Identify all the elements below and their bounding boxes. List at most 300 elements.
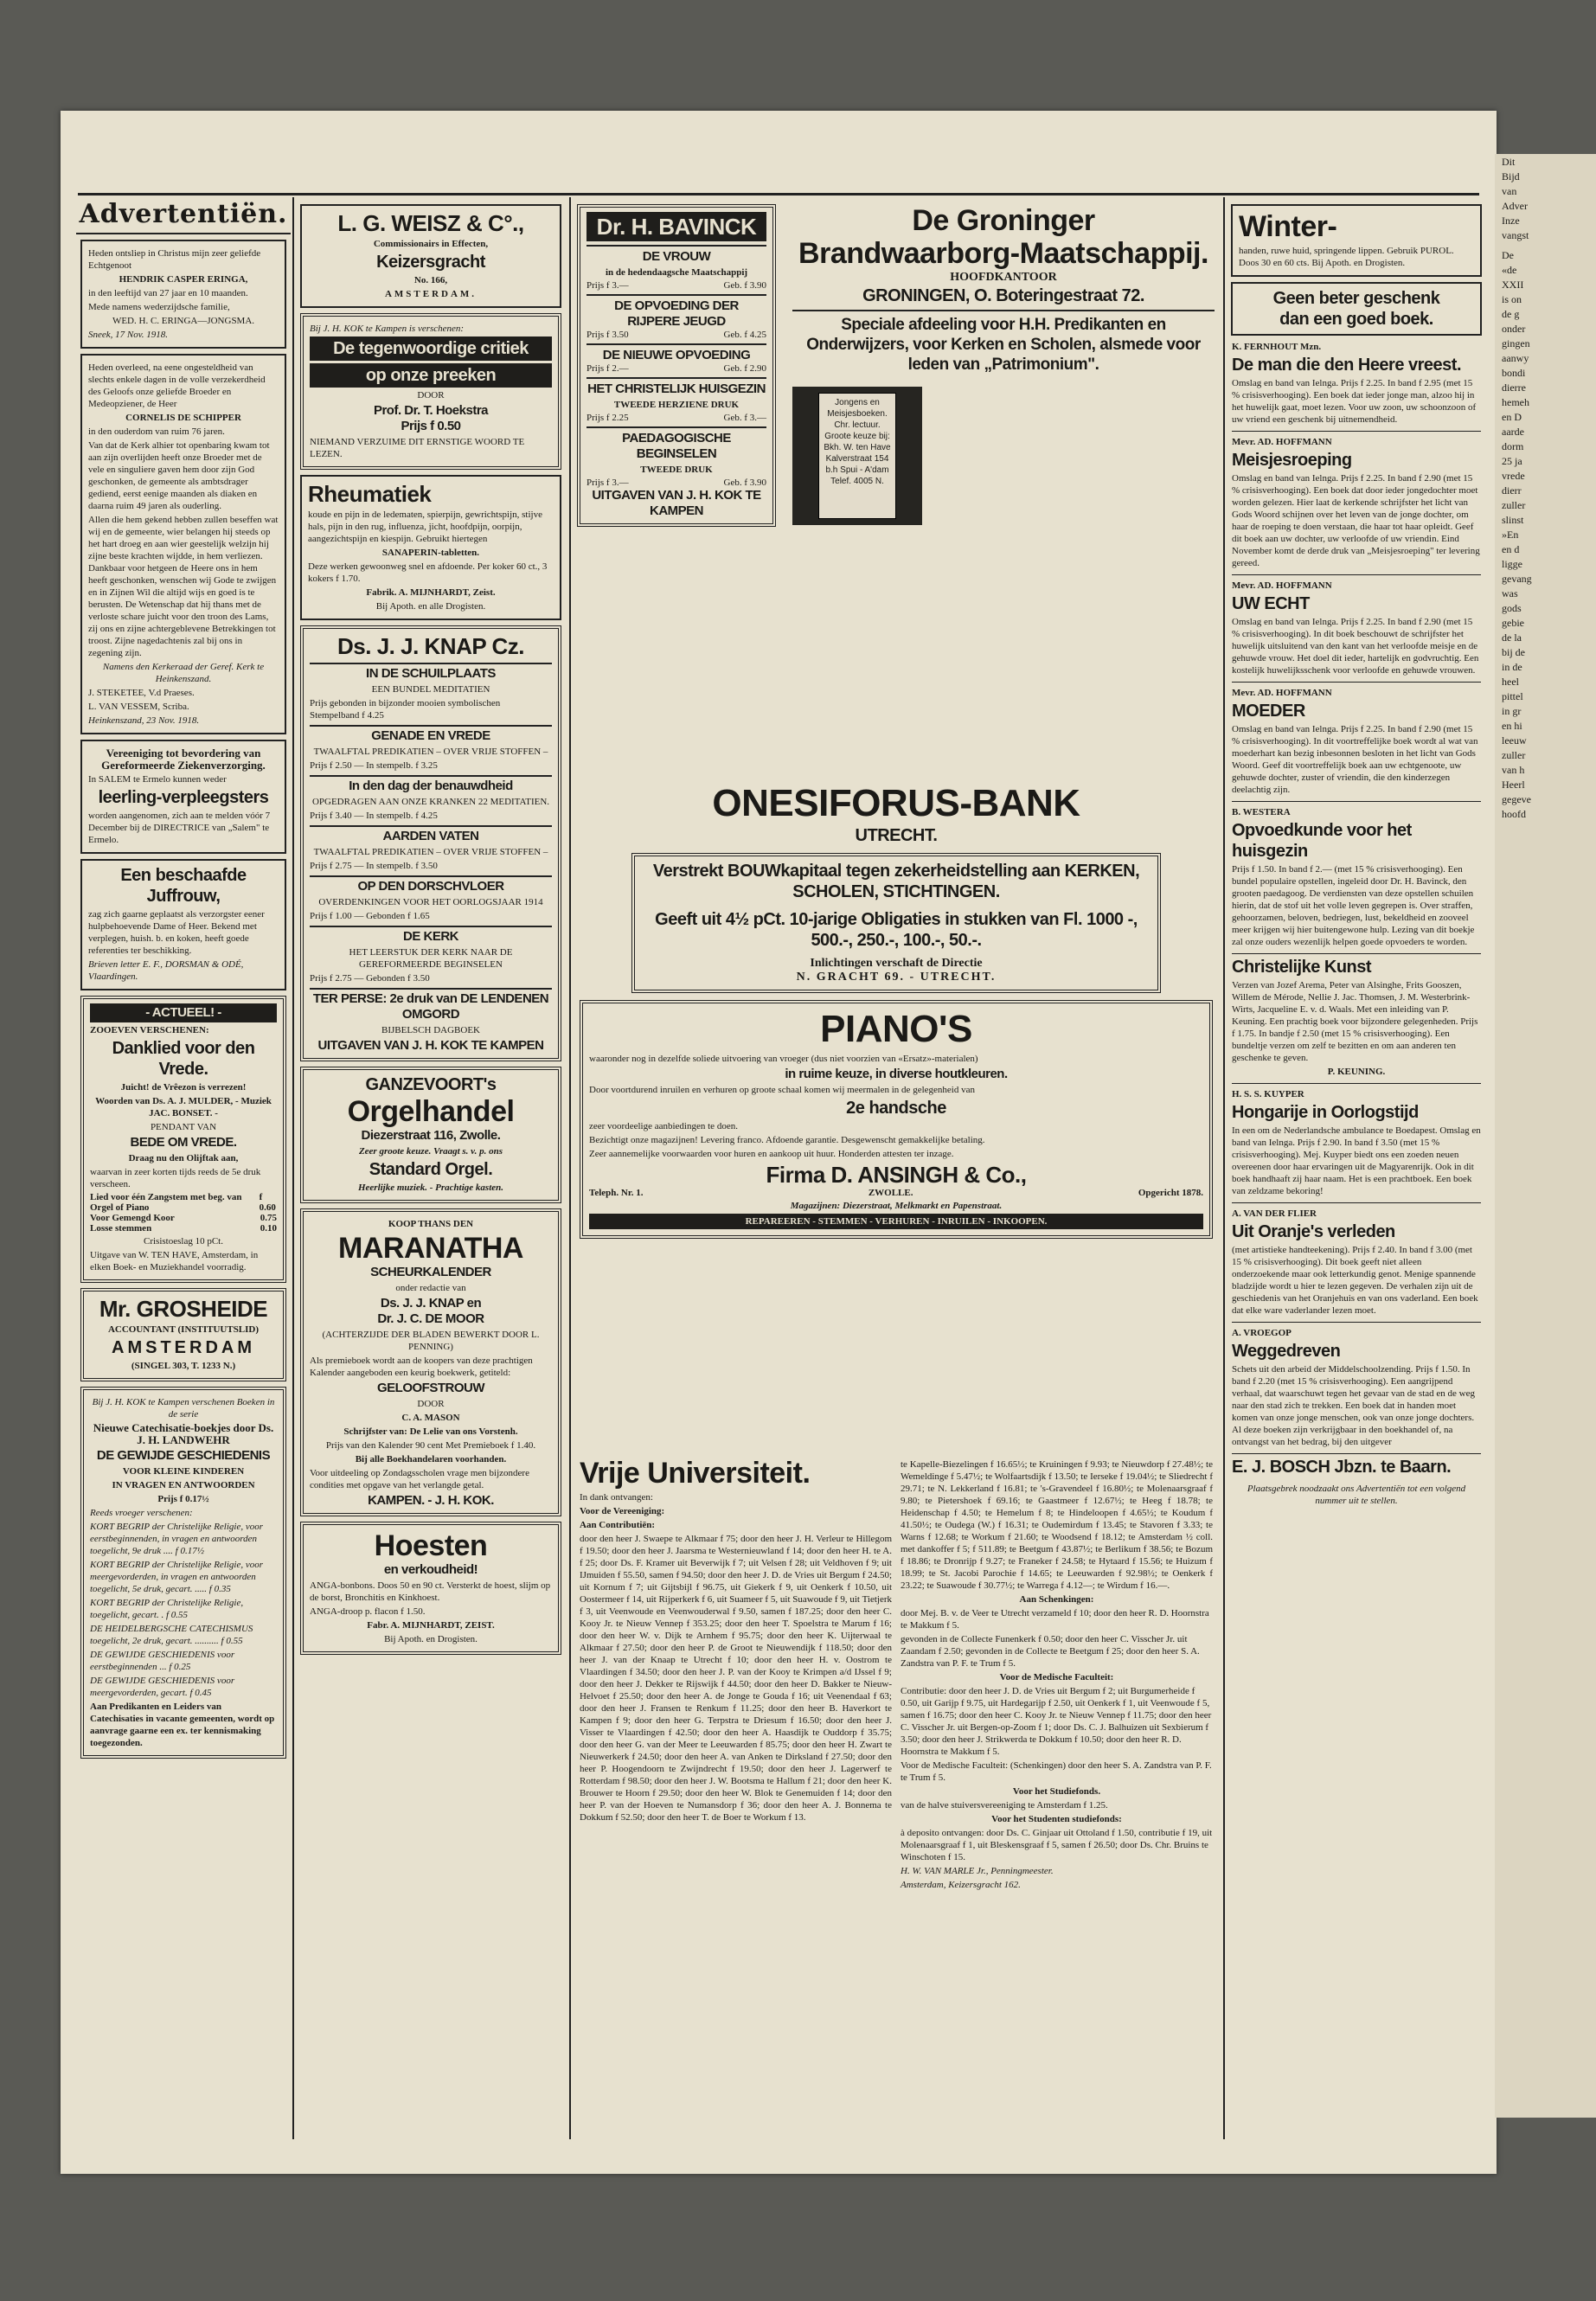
edge-word: gingen	[1502, 337, 1530, 349]
ad-text: 2e handsche	[846, 1099, 946, 1118]
ad-address: GRONINGEN, O. Boteringestraat 72.	[862, 286, 1144, 305]
price-value: Prijs f 3.—	[586, 478, 629, 488]
ad-text: Zeer groote keuze. Vraagt s. v. p. ons	[358, 1146, 503, 1157]
bavinck-book	[586, 377, 766, 423]
ad-text: in ruime keuze, in diverse houtkleuren.	[785, 1067, 1008, 1081]
book-title: TER PERSE: 2e druk van DE LENDENEN OMGORD	[312, 991, 549, 1022]
book-ad	[1232, 682, 1481, 796]
rheumatiek-ad	[300, 475, 561, 620]
ad-headline: ONESIFORUS-BANK	[712, 782, 1080, 824]
ad-text: IN VRAGEN EN ANTWOORDEN	[112, 1480, 255, 1490]
edge-word: zuller	[1502, 499, 1526, 511]
book-title: Opvoedkunde voor het huisgezin	[1232, 821, 1412, 861]
ad-text: Als premieboek wordt aan de koopers van deze prachtigen Kalender aangeboden een keurig boekwerk, getiteld:	[310, 1356, 533, 1378]
edge-word: gebie	[1502, 617, 1524, 629]
piano-ad	[580, 1000, 1213, 1239]
edge-word: gegeve	[1502, 793, 1531, 805]
edge-word: leeuw	[1502, 734, 1527, 747]
ad-product: Standard Orgel.	[369, 1160, 493, 1179]
ad-text: GANZEVOORT's	[365, 1075, 497, 1094]
bavinck-book	[586, 245, 766, 291]
edge-word: »En	[1502, 529, 1519, 541]
ad-text: ANGA-droop p. flacon f 1.50.	[310, 1606, 426, 1617]
ad-text: Door voortdurend inruilen en verhuren op groote schaal komen wij meermalen in de gelegenheid van	[589, 1085, 975, 1095]
column-34-bottom	[573, 1452, 1220, 2139]
ad-title: Nieuwe Catechisatie-boekjes door Ds. J. H. LANDWEHR	[93, 1421, 274, 1446]
knap-book	[310, 663, 552, 721]
price-row	[586, 330, 766, 340]
ad-publisher: UITGAVEN VAN J. H. KOK TE KAMPEN	[592, 488, 761, 518]
ad-text: waaronder nog in dezelfde soliede uitvoering van vroeger (dus niet voorzien van «Ersatz»-materialen)	[589, 1054, 978, 1064]
ad-text: In dank ontvangen:	[580, 1492, 653, 1503]
book-title: IN DE SCHUILPLAATS	[366, 666, 496, 681]
edge-word: was	[1502, 587, 1518, 599]
vu-left	[580, 1457, 892, 1893]
ad-author: Prof. Dr. T. Hoekstra	[373, 403, 489, 418]
ad-text: Crisistoeslag 10 pCt.	[144, 1236, 223, 1247]
price-value: Geb. f 2.90	[723, 363, 766, 374]
book-price: Prijs f 2.75 — Gebonden f 3.50	[310, 973, 430, 984]
knap-book	[310, 926, 552, 984]
ad-headline: Rheumatiek	[308, 481, 432, 507]
ad-text: PENDANT VAN	[150, 1122, 217, 1132]
ad-text: Zeer aannemelijke voorwaarden voor huren en aankoop uit huur. Honderden attesten ter inzage.	[589, 1149, 954, 1159]
ad-price: Prijs f 0.50	[401, 419, 461, 433]
book-ad	[1232, 1083, 1481, 1197]
ad-headline: BEDE OM VREDE.	[130, 1135, 237, 1150]
actueel-ad	[80, 996, 286, 1283]
edge-word: hemeh	[1502, 396, 1529, 408]
book-list	[586, 245, 766, 488]
ad-headline: L. G. WEISZ & C°.,	[337, 210, 524, 236]
ad-text: Aan Schenkingen:	[1019, 1594, 1094, 1605]
book-author: Mevr. AD. HOFFMANN	[1232, 437, 1332, 447]
ad-text: KOOP THANS DEN	[388, 1219, 474, 1229]
ad-headline: Ds. J. J. KNAP Cz.	[337, 633, 524, 659]
catechisatie-ad	[80, 1387, 286, 1759]
book-list-item: KORT BEGRIP der Christelijke Religie, toegelicht, gecart. . f 0.55	[90, 1598, 244, 1620]
notice-name: HENDRIK CASPER ERINGA,	[119, 274, 248, 285]
book-title: AARDEN VATEN	[382, 829, 479, 843]
book-price: Prijs f 3.40 — In stempelb. f 4.25	[310, 811, 438, 821]
ad-text: ZOOEVEN VERSCHENEN:	[90, 1025, 209, 1035]
ad-city: AMSTERDAM	[112, 1338, 255, 1357]
book-title: Christelijke Kunst	[1232, 958, 1372, 977]
knap-book	[310, 988, 552, 1036]
ad-text: handen, ruwe huid, springende lippen. Gebruik PUROL. Doos 30 en 60 cts. Bij Apoth. en Drogisten.	[1239, 246, 1454, 268]
book-text: Schets uit den arbeid der Middelschoolzending. Prijs f 1.50. In band f 2.20 (met 15 % crisisverhooging). Een aangrijpend verhaal, dat waarschuwt tegen het gevaar van de stad en de weg naar den stad zich te trekken. Een boek dat in handen moet komen van onze jonge menschen, ook van onze jonge dochters. Al deze boeken zijn verkrijgbaar in den boekhandel of, na ontvangst van het bedrag, bij den uitgever	[1232, 1364, 1475, 1447]
vereeniging-ad	[80, 740, 286, 854]
masthead: Advertentiën.	[79, 199, 288, 229]
ad-text: worden aangenomen, zich aan te melden vóór 7 December bij de DIRECTRICE van „Salem" te Ermelo.	[88, 811, 271, 845]
price-row	[90, 1192, 277, 1213]
edge-word: Bijd	[1502, 170, 1520, 183]
price-value: f 0.60	[259, 1192, 276, 1213]
ad-text: Voor de Vereeniging:	[580, 1506, 665, 1516]
column-5	[1227, 199, 1486, 2139]
geschenk-ad	[1231, 282, 1482, 336]
book-author: A. VAN DER FLIER	[1232, 1208, 1317, 1219]
ad-price: Prijs van den Kalender 90 cent Met Premieboek f 1.40.	[325, 1440, 536, 1451]
ad-price: Prijs f 0.17½	[157, 1494, 209, 1504]
edge-word: Heerl	[1502, 779, 1525, 791]
book-title: Hongarije in Oorlogstijd	[1232, 1103, 1419, 1122]
ad-text: (SINGEL 303, T. 1233 N.)	[131, 1361, 236, 1371]
edge-word: dierr	[1502, 484, 1522, 497]
ad-text: Bezichtigt onze magazijnen! Levering franco. Afdoende garantie. Desgewenscht gemakkelijke betaling.	[589, 1135, 985, 1145]
edge-word: aarde	[1502, 426, 1524, 438]
winter-ad	[1231, 204, 1482, 277]
ad-headline: MARANATHA	[338, 1232, 523, 1265]
knap-book	[310, 825, 552, 872]
price-list	[90, 1192, 277, 1234]
ad-text: Bij Apoth. en Drogisten.	[384, 1634, 478, 1644]
edge-word: De	[1502, 249, 1514, 261]
ad-text: Bij alle Boekhandelaren voorhanden.	[355, 1454, 507, 1465]
ad-banner: - ACTUEEL! -	[90, 1003, 277, 1022]
divider	[76, 233, 291, 234]
bavinck-ad	[577, 204, 776, 527]
ad-text: Voor het Studenten studiefonds:	[991, 1814, 1122, 1824]
book-ad	[1232, 1202, 1481, 1317]
ad-text: Voor de Medische Faculteit:	[999, 1672, 1114, 1682]
book-author: H. S. S. KUYPER	[1232, 1089, 1304, 1099]
edge-word: in de	[1502, 661, 1522, 673]
ad-text: onder redactie van	[395, 1283, 466, 1293]
column-rule	[569, 197, 571, 2139]
price-value: Geb. f 3.—	[723, 413, 766, 423]
top-rule	[78, 193, 1479, 195]
edge-word: in gr	[1502, 705, 1522, 717]
ad-headline: Dr. H. BAVINCK	[586, 212, 766, 241]
column-1	[76, 199, 291, 2139]
book-title: Weggedreven	[1232, 1342, 1341, 1361]
edge-word: de la	[1502, 631, 1522, 644]
edge-word: gevang	[1502, 573, 1532, 585]
book-title: PAEDAGOGISCHE BEGINSELEN	[622, 431, 731, 461]
edge-word: dierre	[1502, 381, 1526, 394]
footer-note: Plaatsgebrek noodzaakt ons Advertentiën tot een volgend nummer uit te stellen.	[1247, 1484, 1466, 1506]
hoesten-ad	[300, 1522, 561, 1655]
ad-text: à deposito ontvangen: door Ds. C. Ginjaar uit Ottoland f 1.50, contributie f 19, uit Molenaarsgraaf f 1, uit Bleskensgraaf f 5, samen f 26.50; door Ds. Chr. Bruins te Winschoten f 15.	[901, 1828, 1213, 1862]
edge-word: van h	[1502, 764, 1525, 776]
book-subtitle: TWEEDE DRUK	[640, 465, 713, 475]
ad-headline: Een beschaafde Juffrouw,	[120, 866, 247, 906]
ad-headline: Keizersgracht	[376, 253, 485, 272]
edge-word: is on	[1502, 293, 1522, 305]
birth-notice	[80, 240, 286, 349]
edge-word: en D	[1502, 411, 1522, 423]
notice-text: Heden overleed, na eene ongesteldheid van slechts enkele dagen in de volle verzekerdheid des Geloofs onze geliefde Broeder en Medeopziener, de Heer	[88, 362, 266, 409]
ad-text: en verkoudheid!	[383, 1562, 478, 1577]
ad-text: van de halve stuiversvereeniging te Amsterdam f 1.25.	[901, 1800, 1108, 1811]
book-text: In een om de Nederlandsche ambulance te Boedapest. Omslag en band van Ielnga. Prijs f 2.90. In band f 3.50 (met 15 % crisisverhooging). Mej. Kuyper biedt ons een zoeden neuen overeenen door haar ervaringen uit de Magyarenrijk. Ook in dit boek handhaaft zij haar naam. Het is een prachtboek. Een boek van zeldzame bekoring!	[1232, 1125, 1481, 1196]
ad-title: Vereeniging tot bevordering van Gereformeerde Ziekenverzorging.	[101, 747, 266, 772]
price-value: Geb. f 3.90	[723, 280, 766, 291]
ad-address: N. GRACHT 69. - UTRECHT.	[796, 971, 997, 984]
edge-word: XXII	[1502, 279, 1524, 291]
ad-text: Magazijnen: Diezerstraat, Melkmarkt en Papenstraat.	[790, 1201, 1003, 1211]
book-list-item: DE HEIDELBERGSCHE CATECHISMUS toegelicht, 2e druk, gecart. .......... f 0.55	[90, 1624, 253, 1646]
ad-headline: Vrije Universiteit.	[580, 1457, 811, 1490]
book-title: DE KERK	[402, 929, 458, 944]
book-subtitle: in de hedendaagsche Maatschappij	[605, 267, 748, 278]
orgel-ad	[300, 1067, 561, 1203]
book-cover-text: Jongens en Meisjesboeken. Chr. lectuur. Groote keuze bij: Bkh. W. ten Have Kalverstraat 154 b.h Spui - A'dam Telef. 4005 N.	[818, 393, 896, 519]
ad-text: VOOR KLEINE KINDEREN	[122, 1466, 245, 1477]
bavinck-book	[586, 426, 766, 488]
ad-text: door den heer J. Swaepe te Alkmaar f 75; door den heer J. H. Verleur te Hillegom f 19.50; door den heer J. Jaarsma te Westernieuwland f 14; door den heer H. te A. f 25; door Ds. F. Kramer uit Beverwijk f 7; uit Velsen f 28; uit Veldhoven f 9; uit IJmuiden f 55.50, samen f 94.50; door den heer J. D. de Vries uit Bergum f 24.50; uit Kornum f 7; uit Gijtsbijl f 96.75, uit Giekerk f 9, uit Oenkerk f 10.50, uit Oostermeer f 14, uit Rijperkerk f 6, uit Suameer f 5, uit Suawoude f 9, uit Tietjerk f 3, uit Veenwoude en Veenwouderwal f 9.50, samen f 187.25; door den heer C. Kooy Jr. te Nieuw Vennep f 353.25; door den heer T. Spoelstra te Marum f 16; door den heer W. v. Dijk te Arnhem f 95.75; door den heer K. Uijterwaal te Alkmaar f 27.50; door den heer P. de Groot te Nieuwendijk f 118.50; door den heer J. van der Knaap te Utrecht f 10; door den heer H. v. Oostrom te Vlaardingen f 34.50; door den heer J. P. van der Kooy te Krimpen a/d IJssel f 9; door den heer J. Dekker te Rijswijk f 44.50; door den heer D. Bakker te Nieuw-Helvoet f 25.50; door den heer A. de Jonge te Gouda f 16; uit Veenendaal f 63; door den heer J. Fransen te Renkum f 11.25; door den heer B. Haverkort te Kampen f 9; door den heer G. Terpstra te Driesum f 16.50; door den heer J. Visser te Vlaardingen f 42.50; door den heer A. Haasdijk te Ouddorp f 35.75; door den heer G. van der Meer te Leeuwarden f 85.75; door den heer H. Zwart te Nieuwerkerk f 24.50; door den heer A. van Anken te Dirksland f 27.50; door den heer P. Hoogendoorn te Zwijndrecht f 19.50; door den heer J. Lagerwerf te Rotterdam f 98.50; door den heer J. W. Bootsma te Hallum f 21; door den heer K. Brouwer te Hoorn f 29.50; door den heer W. Blok te Genemuiden f 14; door den heer P. van der Hoeven te Numansdorp f 36; door den heer A. J. Bonnema te Dokkum f 52.50; door den heer T. de Boer te Workum f 13.	[580, 1534, 892, 1823]
book-ad	[1232, 1322, 1481, 1448]
bavinck-book	[586, 343, 766, 374]
groninger-ad	[792, 204, 1215, 375]
newspaper-page	[61, 111, 1497, 2174]
ad-text: No. 166,	[413, 275, 448, 285]
notice-text: in den ouderdom van ruim 76 jaren.	[88, 426, 225, 437]
book-author: Mevr. AD. HOFFMANN	[1232, 688, 1332, 698]
ad-headline: De Groninger	[912, 204, 1095, 237]
edge-word: van	[1502, 185, 1517, 197]
book-list	[1227, 431, 1486, 1477]
weisz-ad	[300, 204, 561, 308]
ad-text: Aan Predikanten en Leiders van Catechisaties in vacante gemeenten, wordt op aanvrage gaarne een ex. ter kennismaking toegezonden.	[90, 1702, 275, 1748]
notice-text: Namens den Kerkeraad der Geref. Kerk te Heinkenszand.	[102, 662, 265, 684]
ad-city: UTRECHT.	[855, 826, 938, 845]
book-list	[310, 663, 552, 1036]
ad-text: Inlichtingen verschaft de Directie	[810, 957, 983, 970]
notice-text: Mede namens wederzijdsche familie,	[88, 302, 230, 312]
ad-author: Ds. J. J. KNAP en	[380, 1296, 482, 1311]
book-text: Prijs f 1.50. In band f 2.— (met 15 % crisisverhooging). Een bundel populaire opstellen, ingeleid door Dr. H. Bavinck, den grooten paedagoog. De verdiensten van deze opstellen schuilen hierin, dat de stof uit het volle leven gegrepen is. Over straffen, gehoorzamen, beloven, bedriegen, lust, bekeldheid en zooveel meer krijgen wij hier buitengewone hulp. Lezing van dit boekje zal onze ouders wezenlijk helpen goede opvoeders te worden.	[1232, 864, 1475, 947]
ad-text: Opgericht 1878.	[1138, 1188, 1203, 1198]
ad-city: ZWOLLE.	[868, 1188, 913, 1198]
book-author: A. VROEGOP	[1232, 1328, 1292, 1338]
notice-place: Sneek, 17 Nov. 1918.	[88, 330, 169, 340]
book-list-item: DE GEWIJDE GESCHIEDENIS voor eerstbeginnenden ... f 0.25	[90, 1650, 235, 1672]
ad-phone: Teleph. Nr. 1.	[589, 1188, 644, 1198]
ad-text: Bij J. H. KOK te Kampen is verschenen:	[310, 324, 465, 334]
book-price: Prijs gebonden in bijzonder mooien symbolischen Stempelband f 4.25	[310, 698, 501, 721]
ad-headline: op onze preeken	[310, 363, 552, 388]
notice-text: Heden ontsliep in Christus mijn zeer geliefde Echtgenoot	[88, 248, 261, 271]
price-label: Lied voor één Zangstem met beg. van Orgel of Piano	[90, 1192, 242, 1213]
ad-text: ACCOUNTANT (INSTITUUTSLID)	[107, 1324, 260, 1335]
ad-text: zeer voordeelige aanbiedingen te doen.	[589, 1121, 738, 1131]
book-title: De man die den Heere vreest.	[1232, 356, 1462, 375]
edge-word: en hi	[1502, 720, 1522, 732]
price-value: 0.10	[260, 1223, 277, 1234]
ad-text: Verstrekt BOUWkapitaal tegen zekerheidstelling aan KERKEN, SCHOLEN, STICHTINGEN.	[652, 862, 1140, 901]
edge-word: bij de	[1502, 646, 1525, 658]
price-label: Losse stemmen	[90, 1223, 152, 1234]
book-ad	[1232, 1453, 1481, 1477]
ad-city: AMSTERDAM.	[384, 289, 478, 299]
ad-text: Voor uitdeeling op Zondagsscholen vrage men bijzondere condities met opgave van het verlangde getal.	[310, 1468, 529, 1490]
ad-text: (ACHTERZIJDE DER BLADEN BEWERKT DOOR L. PENNING)	[322, 1330, 540, 1352]
edge-word: bondi	[1502, 367, 1526, 379]
notice-text: in den leeftijd van 27 jaar en 10 maanden.	[88, 288, 248, 298]
ad-text: waarvan in zeer korten tijds reeds de 5e druk verscheen.	[90, 1167, 261, 1189]
juffrouw-ad	[80, 859, 286, 990]
ad-headline: Hoesten	[374, 1529, 488, 1562]
notice-sign: J. STEKETEE, V.d Praeses.	[88, 688, 195, 698]
book-subtitle: TWAALFTAL PREDIKATIEN – OVER VRIJE STOFFEN –	[313, 747, 548, 757]
ad-text: Diezerstraat 116, Zwolle.	[361, 1128, 501, 1143]
ad-text: zag zich gaarne geplaatst als verzorgster eener hulpbehoevende Dame of Heer. Bekend met verplegen, huish. b. en koken, heeft goede referenties ter beschikking.	[88, 909, 265, 956]
ad-text: Bij J. H. KOK te Kampen verschenen Boeken in de serie	[92, 1397, 275, 1420]
book-list-item: KORT BEGRIP der Christelijke Religie, voor meergevorderden, in vragen en antwoorden toegelicht, 5e druk, gecart. ..... f 0.35	[90, 1560, 264, 1594]
edge-word: de g	[1502, 308, 1520, 320]
edge-word: gods	[1502, 602, 1522, 614]
ad-text: Woorden van Ds. A. J. MULDER, - Muziek JAC. BONSET. -	[95, 1096, 272, 1118]
ad-text: Contributie: door den heer J. D. de Vries uit Bergum f 2; uit Burgumerheide f 0.50, uit Garijp f 9.75, uit Hardegarijp f 2.50, uit Oenkerk f 1, uit Veenwoude f 5, samen f 16.75; door den heer C. Kooy Jr. te Nieuw Vennep f 11.75; door den heer C. Visscher Jr. uit Bergen-op-Zoom f 1; door Ds. C. J. Balhuizen uit Sexbierum f 3.50; door den heer J. Strikwerda te Dokkum f 10.50; door den heer R. D. Hoornstra te Makkum f 5.	[901, 1686, 1212, 1757]
book-title: Meisjesroeping	[1232, 451, 1352, 470]
book-text: Omslag en band van Ielnga. Prijs f 2.25. In band f 2.90 (met 15 % crisisverhooging). Een boek dat door ieder jongedochter moet worden gelezen. Hier laat de kerkende schrijfster het licht van Gods Woord schijnen over het leven van de jonge dochter, om haar de roeping te doen verstaan, die haar tot haar opleidt. Geef dit boek aan uw dochter, uw verloofde of uw vriendin. Eind November komt de derde druk van „Meisjesroeping" ter levering gereed.	[1232, 473, 1480, 568]
ad-headline: PIANO'S	[820, 1008, 972, 1050]
ad-author: Dr. J. C. DE MOOR	[377, 1311, 484, 1326]
bavinck-book	[586, 294, 766, 340]
book-text: (met artistieke handteekening). Prijs f 2.40. In band f 3.00 (met 15 % crisisverhooging). Dit boek geeft niet alleen onderzoekende maar ook letterkundig genot. Menige spannende bladzijde wordt u hier te lezen gegeven. De verhalen zijn uit de geschiedenis van het Oranjehuis en van ons vaderland. Een boek dat elke ware vaderlander lezen moet.	[1232, 1245, 1478, 1316]
book-title: Uit Oranje's verleden	[1232, 1222, 1395, 1241]
ad-text: gevonden in de Collecte Funenkerk f 0.50; door den heer C. Visscher Jr. uit Zaandam f 2.50; gevonden in de Collecte te Beetgum f 25; door den heer S. A. Zandstra van P. F. te Trum f 5.	[901, 1634, 1200, 1669]
edge-word: Adver	[1502, 200, 1528, 212]
ad-text: te Kapelle-Biezelingen f 16.65½; te Kruiningen f 9.93; te Nieuwdorp f 27.48½; te Wemeldinge f 5.47½; te Wolfaartsdijk f 13.50; te Ierseke f 19.04½; te Sliedrecht f 29.71; te N. Lekkerland f 16.81; te 's-Gravendeel f 16.80½; te Molenaarsgraaf f 9.80; te Pietershoek f 69.16; te Gaastmeer f 12.67½; te Heeg f 18.78; te Heidenschap f 4.50; te Hemelum f 8; te Hindeloopen f 4.65½; te Koudum f 41.50½; te Oudega (W.) f 16.31; te Oudemirdum f 13.45; te Stavoren f 3.33; te Warns f 12.68; te Workum f 21.60; te Woodsend f 18.12; te Amsterdam ½ coll. met dankoffer f 5; f 511.89; te Beetgum f 43.87½; te Berlikum f 38.56; te Bozum f 18.86; te Dronrijp f 9.27; te Franeker f 24.58; te Hytaard f 15.56; te Huizum f 18.99; te St. Jacobi Parochie f 14.65; te Leeuwarden f 92.98½; te Oenkerk f 23.22; te Suawoude f 30.77½; te Warrega f 4.12—; te Wirdum f 16.—.	[901, 1459, 1213, 1591]
edge-word: zuller	[1502, 749, 1526, 761]
book-subtitle: BIJBELSCH DAGBOEK	[381, 1025, 480, 1035]
column-2	[296, 199, 566, 2139]
book-subtitle: HET LEERSTUK DER KERK NAAR DE GEREFORMEERDE BEGINSELEN	[349, 947, 513, 970]
ad-text: Voor het Studiefonds.	[1012, 1786, 1101, 1797]
book-subtitle: OVERDENKINGEN VOOR HET OORLOGSJAAR 1914	[318, 897, 543, 907]
edge-word: vrede	[1502, 470, 1525, 482]
ad-address: Amsterdam, Keizersgracht 162.	[901, 1880, 1021, 1890]
book-text: Omslag en band van Ielnga. Prijs f 2.25. In band f 2.90 (met 15 % crisisverhooging). In dit voortreffelijke boek wordt al wat van moederhart kan bezig inbesonnen besloten in het licht van Gods Woord. Geef dit voortreffelijk boek aan uw echtgenoote, uw gehuwde dochter, zuster of vriendin, die den kinderzegen deelachtig zijn.	[1232, 724, 1478, 795]
ad-text: DOOR	[417, 390, 445, 401]
price-value: Prijs f 2.—	[586, 363, 629, 374]
price-value: Geb. f 3.90	[723, 478, 766, 488]
book-text: Omslag en band van Ielnga. Prijs f 2.25. In band f 2.95 (met 15 % crisisverhooging). Een boek dat ieder jonge man, alzoo hij in het huwelijk gaat, moet lezen. Voor uw zoon, uw schoonzoon of uw vriend een geschenk bij uitnemendheid.	[1232, 378, 1477, 425]
book-title: DE OPVOEDING DER RIJPERE JEUGD	[614, 298, 739, 329]
ad-text: SCHEURKALENDER	[370, 1265, 491, 1279]
edge-word: pittel	[1502, 690, 1523, 702]
ad-sign: H. W. VAN MARLE Jr., Penningmeester.	[901, 1866, 1054, 1876]
book-subtitle: TWEEDE HERZIENE DRUK	[613, 400, 740, 410]
death-notice	[80, 354, 286, 734]
notice-text: Van dat de Kerk alhier tot openbaring kwam tot aan zijn overlijden heeft onze Broeder met de vele en singuliere gaven hem door zijn God geschonken, de gemeente als ambtsdrager gediend, eerst eenige maanden als diaken en daarna ruim 49 jaren als ouderling.	[88, 440, 270, 511]
ad-headline: Orgelhandel	[347, 1095, 515, 1128]
price-row	[90, 1213, 277, 1223]
edge-word: hoofd	[1502, 808, 1526, 820]
column-rule	[292, 197, 294, 2139]
ad-text: Deze werken gewoonweg snel en afdoende. Per koker 60 ct., 3 kokers f 1.70.	[308, 561, 548, 584]
book-ad	[1232, 801, 1481, 948]
ad-text: HOOFDKANTOOR	[950, 271, 1057, 284]
ad-banner: REPAREEREN - STEMMEN - VERHUREN - INRUILEN - INKOOPEN.	[589, 1214, 1203, 1229]
ad-publisher: KAMPEN. - J. H. KOK.	[368, 1493, 494, 1508]
book-subtitle: OPGEDRAGEN AAN ONZE KRANKEN 22 MEDITATIEN.	[311, 797, 550, 807]
grosheide-ad	[80, 1288, 286, 1381]
column-34-middle	[573, 777, 1220, 1447]
book-text: Verzen van Jozef Arema, Peter van Alsinghe, Frits Gooszen, Willem de Mérode, Nellie J. Jac. Thomsen, J. M. Westerbrink-Wirts, Jacqueline E. v. d. Waals. Met een inleiding van P. Keuning. Een prachtig boek voor bijzondere gelegenheden. Prijs f 1.75. In bandje f 2.50 (met 15 % crisisverhooging). Een bundeltje verzen om zelf te bezitten en om aan anderen ten geschenke te geven.	[1232, 980, 1478, 1063]
divider	[792, 310, 1215, 311]
ad-text: Uitgave van W. TEN HAVE, Amsterdam, in elken Boek- en Muziekhandel voorradig.	[90, 1250, 259, 1272]
vu-right	[901, 1457, 1213, 1893]
book-subtitle: EEN BUNDEL MEDITATIEN	[371, 684, 490, 695]
edge-word: heel	[1502, 676, 1519, 688]
ad-headline: De tegenwoordige critiek	[310, 336, 552, 361]
price-row	[586, 478, 766, 488]
book-title: HET CHRISTELIJK HUISGEZIN	[587, 381, 766, 396]
book-title: UW ECHT	[1232, 594, 1310, 613]
edge-word: ligge	[1502, 558, 1522, 570]
price-row	[586, 363, 766, 374]
book-price: Prijs f 2.75 — In stempelb. f 3.50	[310, 861, 438, 871]
book-list	[90, 1521, 277, 1699]
price-value: Prijs f 3.—	[586, 280, 629, 291]
book-author: Mevr. AD. HOFFMANN	[1232, 580, 1332, 591]
book-title: MOEDER	[1232, 702, 1305, 721]
publisher-name: K. FERNHOUT Mzn.	[1232, 342, 1322, 352]
ad-text: Draag nu den Olijftak aan,	[128, 1153, 239, 1163]
onesiforus-ad	[580, 782, 1213, 993]
edge-word: en d	[1502, 543, 1520, 555]
knap-book	[310, 725, 552, 772]
book-title: GENADE EN VREDE	[371, 728, 490, 743]
piano-contact-row	[589, 1188, 1203, 1198]
notice-name: CORNELIS DE SCHIPPER	[125, 413, 241, 423]
knap-book	[310, 875, 552, 922]
edge-word: onder	[1502, 323, 1526, 335]
edge-word: Dit	[1502, 156, 1516, 168]
price-value: Prijs f 2.25	[586, 413, 629, 423]
ad-headline: Danklied voor den Vrede.	[112, 1039, 255, 1079]
edge-word: 25 ja	[1502, 455, 1522, 467]
ad-product: GELOOFSTROUW	[377, 1381, 484, 1395]
ad-text: door Mej. B. v. de Veer te Utrecht verzameld f 10; door den heer R. D. Hoornstra te Makkum f 5.	[901, 1608, 1209, 1631]
book-title: In den dag der benauwdheid	[349, 779, 513, 793]
ad-text: DOOR	[417, 1399, 445, 1409]
edge-word: aanwy	[1502, 352, 1529, 364]
notice-place: Heinkenszand, 23 Nov. 1918.	[88, 715, 200, 726]
book-title: DE VROUW	[642, 249, 711, 264]
book-author: B. WESTERA	[1232, 807, 1291, 817]
ad-text: Reeds vroeger verschenen:	[90, 1508, 193, 1518]
maranatha-ad	[300, 1208, 561, 1516]
column-3-top	[573, 199, 780, 772]
ad-author: C. A. MASON	[401, 1413, 460, 1423]
price-label: Voor Gemengd Koor	[90, 1213, 175, 1223]
knap-book	[310, 775, 552, 822]
price-value: 0.75	[260, 1213, 277, 1223]
ad-text: Voor de Medische Faculteit: (Schenkingen) door den heer S. A. Zandstra van P. F. te Trum f 5.	[901, 1760, 1212, 1783]
price-value: Geb. f 4.25	[723, 330, 766, 340]
book-text: Omslag en band van Ielnga. Prijs f 2.25. In band f 2.90 (met 15 % crisisverhooging). In dit boek beschouwt de schrijfster het huwelijk uitsluitend van den kant van het verloofde meisje en de gehuwde vrouw. Het doel dit ieder, hartelijk en godvruchtig. Een kostelijk huwelijksschenk voor verloofde en gehuwde vrouwen.	[1232, 617, 1479, 676]
ad-headline: DE GEWIJDE GESCHIEDENIS	[96, 1448, 271, 1463]
edge-word: Inze	[1502, 215, 1520, 227]
adjacent-page-edge	[1495, 154, 1596, 2118]
column-4-top	[787, 199, 1220, 772]
price-row	[586, 280, 766, 291]
ad-text: In SALEM te Ermelo kunnen weder	[88, 774, 227, 785]
book-price: Prijs f 1.00 — Gebonden f 1.65	[310, 911, 430, 921]
kritiek-ad	[300, 313, 561, 470]
price-row	[586, 413, 766, 423]
notice-sign: WED. H. C. ERINGA—JONGSMA.	[112, 316, 255, 326]
ad-product: SANAPERIN-tabletten.	[381, 548, 480, 558]
book-list-item: KORT BEGRIP der Christelijke Religie, voor eerstbeginnenden, in vragen en antwoorden toegelicht, 9e druk .... f 0.17½	[90, 1522, 264, 1556]
book-sign: P. KEUNING.	[1327, 1067, 1386, 1077]
edge-word: vangst	[1502, 229, 1529, 241]
